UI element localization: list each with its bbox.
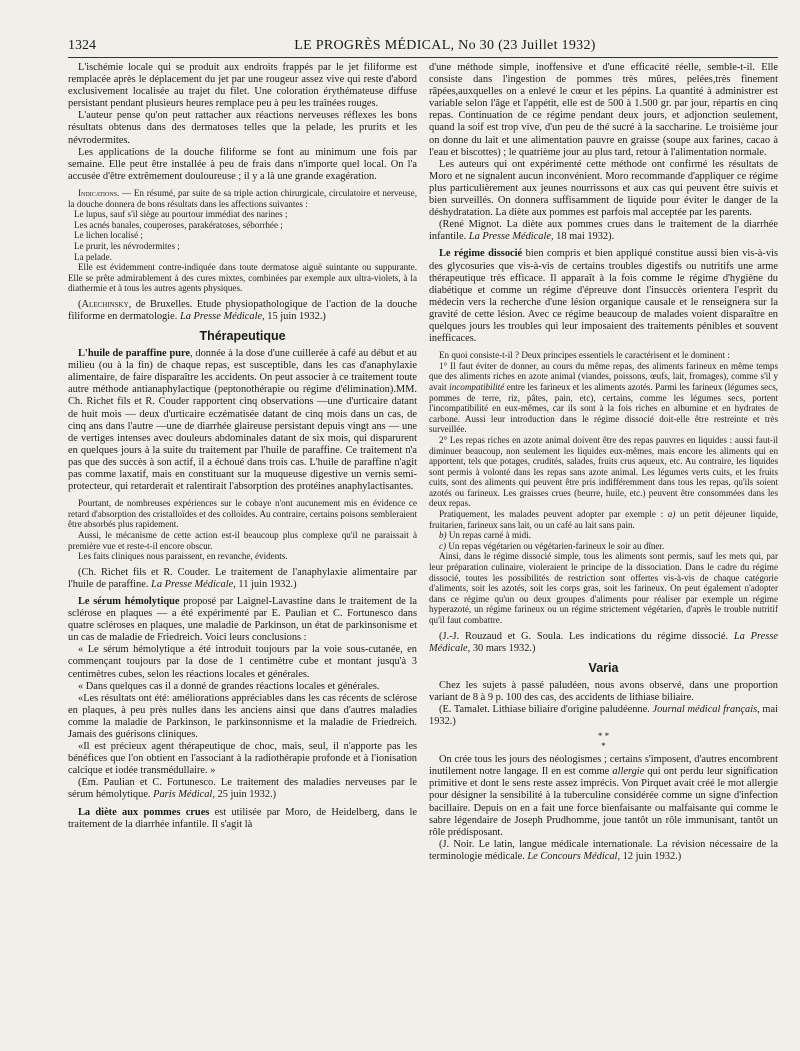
citation-richet: (Ch. Richet fils et R. Couder. Le traitement de l'anaphylaxie alimentaire par l'huile de paraffine. La Presse Médicale, 11 juin 1932.) <box>68 566 417 590</box>
quote-serum-1: « Le sérum hémolytique a été introduit toujours par la voie sous-cutanée, en commençant toujours par la dose de 1 centimètre cube et montant jusqu'à 3 centimètres cubes, selon les réactions locales et générales. <box>68 644 417 680</box>
list-item: La pelade. <box>74 251 112 262</box>
article-title-huile: L'huile de paraffine pure <box>78 348 191 360</box>
indications-label: Indications. <box>78 187 120 198</box>
header-rule <box>68 57 778 58</box>
list-item: Le lupus, sauf s'il siège au pourtour immédiat des narines ; <box>74 209 288 220</box>
paragraph-principe-1: 1° Il faut éviter de donner, au cours du même repas, des aliments farineux en même temps que des aliments riches en azote animal (viandes, poissons, œufs, lait, fromages), comme s'il y avait incompatibilité entre les farineux et les aliments azotés. Parmi les farineux (légumes secs, pommes de terre, riz, pâtes, pain, etc), certains, comme les légumes secs, portent l'incompatibilité en eux-mêmes, car ils sont à la fois riches en albumine et en hydrates de carbone. Aussi leur introduction dans le régime dissocié doit-elle être restreinte et très surveillée. <box>429 360 779 435</box>
quote-serum-2: « Dans quelques cas il a donné de grandes réactions locales et générales. <box>78 680 380 692</box>
paragraph-diete-continued: d'une méthode simple, inoffensive et d'une efficacité réelle, semble-t-il. Elle consiste dans l'ingestion de pommes très mûres, pelées,très finement râpées,auxquelles on a enlevé le cœur et les pépins. La quantité à administrer est variable selon l'âge et l'appétit, elle est de 500 à 1.500 gr. par jour, répartis en cinq repas. Continuation de ce régime pendant deux jours, et adjonction seulement, quand la soif est trop vive, d'un peu de thé sucré à la saccharine. Le troisième jour on donne du lait et une alimentation pauvre en graisse (soupe aux farines, cacao à l'eau et biscottes) ; le quatrième jour au plus tard, retour à l'alimentation normale. <box>429 62 778 158</box>
asterism: * * * <box>597 731 610 752</box>
list-item: Les acnés banales, couperoses, parakératoses, séborrhée ; <box>74 219 283 230</box>
section-title-varia: Varia <box>588 660 619 675</box>
list-item: Le lichen localisé ; <box>74 230 143 241</box>
left-column <box>68 62 417 863</box>
indications-text: — En résumé, par suite de sa triple action chirurgicale, circulatoire et nerveuse, la douche donnera de bons résultats dans les affections suivantes : <box>68 187 417 209</box>
article-title-regime: Le régime dissocié <box>439 248 523 260</box>
paragraph-contre-indication: Elle est évidemment contre-indiquée dans toute dermatose aiguë suintante ou suppurante. Elle se prête admirablement à des cures mixtes, combinées par exemple aux ultra-violets, à la diathermie et à tous les autres agents physiques. <box>68 262 417 294</box>
two-column-body <box>68 62 778 863</box>
citation-mignot: (René Mignot. La diète aux pommes crues dans le traitement de la diarrhée infantile. La Presse Médicale, 18 mai 1932). <box>429 219 779 243</box>
page-number: 1324 <box>68 38 96 53</box>
paragraph-neologismes: On crée tous les jours des néologismes ; certains s'imposent, d'autres encombrent inutilement notre langage. Il en est comme allergie qui ont perdu leur signification primitive et dont le sens reste assez imprécis. Von Pirquet avait créé le mot allergie pour désigner la sensibilité à la tuberculine considérée comme un signe d'infection bacillaire. Depuis on en a fait une force bienfaisante ou malfaisante qui comme le sabre légendaire de Joseph Prudhomme, joue tantôt un rôle immunisant, tantôt un rôle prédisposant. <box>429 754 778 838</box>
paragraph-auteurs: Les auteurs qui ont expérimenté cette méthode ont confirmé les résultats de Moro et ne signalent aucun inconvénient. Moro recommande d'appliquer ce régime plus particulièrement aux jeunes nourrissons et aux cas qui peuvent être suivis et bien surveillés. On donnera suffisamment de liquide pour éviter le danger de la déshydratation. La diète aux pommes est parfois mal acceptée par les parents. <box>429 158 778 219</box>
right-column <box>429 62 778 863</box>
paragraph-indications <box>68 188 417 209</box>
paragraph-principe-2: 2° Les repas riches en azote animal doivent être des repas pauvres en liquides : aussi faut-il diminuer beaucoup, non seulement les liquides eux-mêmes, mais encore les aliments qui en apportent, tels que potages, crudités, salades, fruits crus aqueux, etc. Au contraire, les liquides sont permis à volonté dans les repas sans azote animal. Les légumes verts cuits, et les fruits cuits, sont des aliments qui peuvent être pris indifféremment dans tous les repas, qu'ils soient azotés ou farineux. Les graisses crues (beurre, huile, etc.) peuvent être consommées dans les deux repas. <box>429 434 778 509</box>
paragraph-en-quoi: En quoi consiste-t-il ? Deux principes essentiels le caractérisent et le dominent : <box>439 350 730 361</box>
paragraph-serum: Le sérum hémolytique proposé par Laignel-Lavastine dans le traitement de la sclérose en plaques — a été expérimenté par E. Paulian et C. Fortunesco dans quatre scléroses en plaques, une maladie de Parkinson, un état de parkinsonisme et un cas de maladie de Friedreich. Voici leurs conclusions : <box>68 595 417 644</box>
section-title-therapeutique: Thérapeutique <box>199 329 286 344</box>
quote-serum-4: «Il est précieux agent thérapeutique de choc, mais, seul, il n'apporte pas les bénéfices que l'on obtient en l'associant à la radiothérapie profonde et à l'ionisation calcique et iodée transmédullaire. » <box>68 741 417 777</box>
journal-title: LE PROGRÈS MÉDICAL, No 30 (23 Juillet 1932) <box>294 38 596 53</box>
citation-tamalet: (E. Tamalet. Lithiase biliaire d'origine paludéenne. Journal médical français, mai 1932.) <box>429 703 778 728</box>
article-title-diete: La diète aux pommes crues <box>78 806 210 818</box>
paragraph-huile-paraffine: L'huile de paraffine pure, donnée à la dose d'une cuillerée à café au début et au milieu (ou à la fin) de chaque repas, est susceptible, dans les cas d'anaphylaxie alimentaire, de faire disparaître les accidents. On peut associer à ce traitement toute autre méthode antianaphylactique (peptonothérapie ou régime d'élimination).MM. Ch. Richet fils et R. Couder rapportent cinq observations —une d'urticaire datant de huit mois — deux d'urticaire eczématisée datant de cinq mois dans un cas, de cinq ans dans l'autre —une de diarrhée glaireuse persistant depuis vingt ans — une de vertiges intenses avec douleurs abdominales datant de six mois, qui disparurent en quelques jours à la suite du traitement par l'huile de paraffine. Ce traitement n'a pas que des succès à son actif, il a échoué dans trois cas. L'huile de paraffine n'agit pas comme laxatif, mais en constituant sur la muqueuse digestive un vernis semi-protecteur, qui retarderait et ralentirait l'absorption des protéines anaphylactisantes. <box>68 348 417 493</box>
paragraph-ischemie: L'ischémie locale qui se produit aux endroits frappés par le jet filiforme est remplacée après le déplacement du jet par une rougeur assez vive qui reste d'abord exclusivement localisée au trajet du filet. Une coloration érythémateuse diffuse persistant pendant plusieurs heures remplace peu à peu les traînées rouges. <box>68 62 417 110</box>
indications-list <box>68 209 417 262</box>
cite-journal: La Presse Médicale <box>179 310 263 322</box>
paragraph-pratiquement: Pratiquement, les malades peuvent adopter par exemple : a) un petit déjeuner liquide, fruitarien, farineux sans lait, ou un café au lait sans pain. <box>429 509 779 530</box>
citation-rouzaud: (J.-J. Rouzaud et G. Soula. Les indications du régime dissocié. La Presse Médicale, 30 mars 1932.) <box>429 630 778 654</box>
paragraph-faits: Les faits cliniques nous paraissent, en revanche, évidents. <box>78 551 288 562</box>
paragraph-pourtant: Pourtant, de nombreuses expériences sur le cobaye n'ont aucunement mis en évidence ce retard d'absorption des cristalloïdes et des colloïdes. Au contraire, certains poisons sembleraient être absorbés plus rapidement. <box>68 498 417 530</box>
paragraph-ainsi: Ainsi, dans le régime dissocié simple, tous les aliments sont permis, sauf les mets qui, par leur préparation culinaire, violeraient le principe de la dissociation. Dans le cadre du régime dissocié, toutes les possibilités de restriction sont offertes vis-à-vis de chaque catégorie d'aliments, soit les azotés, soit les corps gras, soit les farineux. On peut également n'adopter dans ce régime qu'un ou deux groupes d'aliments pour réaliser par exemple un régime hyperazoté, un régime farineux ou un régime strictement végétarien, d'après le trouble nutritif qu'il faut combattre. <box>429 551 778 625</box>
citation-noir: (J. Noir. Le latin, langue médicale internationale. La révision nécessaire de la terminologie médicale. Le Concours Médical, 12 juin 1932.) <box>429 838 778 862</box>
running-head <box>68 38 778 54</box>
citation-paulian: (Em. Paulian et C. Fortunesco. Le traitement des maladies nerveuses par le sérum hémolytique. Paris Médical, 25 juin 1932.) <box>68 777 418 801</box>
paragraph-paludeen: Chez les sujets à passé paludéen, nous avons observé, dans une proportion variant de 8 à 9 p. 100 des cas, des accidents de lithiase biliaire. <box>429 679 778 703</box>
citation-alechinsky: (Alechinsky, de Bruxelles. Etude physiopathologique de l'action de la douche filiforme en dermatologie. La Presse Médicale, 15 juin 1932.) <box>68 298 417 322</box>
paragraph-pratique-b: b) Un repas carné à midi. <box>439 530 531 541</box>
paragraph-applications: Les applications de la douche filiforme se font au minimum une fois par semaine. Elle peut être installée à peu de frais dans n'importe quel local. On l'a accusée d'être extrêmement douloureuse ; il y a là une grande exagération. <box>68 146 417 182</box>
paragraph-pratique-c: c) Un repas végétarien ou végétarien-farineux le soir au dîner. <box>439 540 665 551</box>
paragraph-reflexes: L'auteur pense qu'on peut rattacher aux réactions nerveuses réflexes les bons résultats obtenus dans des dermatoses telles que la pelade, les prurits et les névrodermites. <box>68 110 417 146</box>
article-title-serum: Le sérum hémolytique <box>78 595 180 607</box>
quote-serum-3: «Les résultats ont été: améliorations appréciables dans les cas récents de sclérose en plaques, à peu près nulles dans les anciens ainsi que dans d'autres maladies comme la maladie de Parkinson, le parkinsonnisme et la maladie de Friedreich. Jamais des guérisons cliniques. <box>68 692 417 740</box>
paragraph-diete: La diète aux pommes crues est utilisée par Moro, de Heidelberg, dans le traitement de la diarrhée infantile. Il s'agit là <box>68 806 417 830</box>
paragraph-aussi: Aussi, le mécanisme de cette action est-il beaucoup plus complexe qu'il ne paraissait à première vue et reste-t-il encore obscur. <box>68 529 417 551</box>
cite-author: Alechinsky <box>81 298 129 310</box>
paragraph-regime: Le régime dissocié bien compris et bien appliqué constitue aussi bien vis-à-vis des glycosuries que vis-à-vis de certains troubles digestifs ou nutritifs une arme thérapeutique très efficace. Il apparaît à la fois comme le régime d'hygiène du diabétique et comme un régime d'épreuve dont l'insuccès orientera l'esprit du médecin vers la recherche d'une lésion organique causale et le renseignera sur la gravité de cette lésion. Avec ce régime beaucoup de malades voient disparaître en quelques jours les troubles qui leur imposaient des traitements pénibles et souvent inefficaces. <box>429 248 778 345</box>
list-item: Le prurit, les névrodermites ; <box>74 240 180 251</box>
